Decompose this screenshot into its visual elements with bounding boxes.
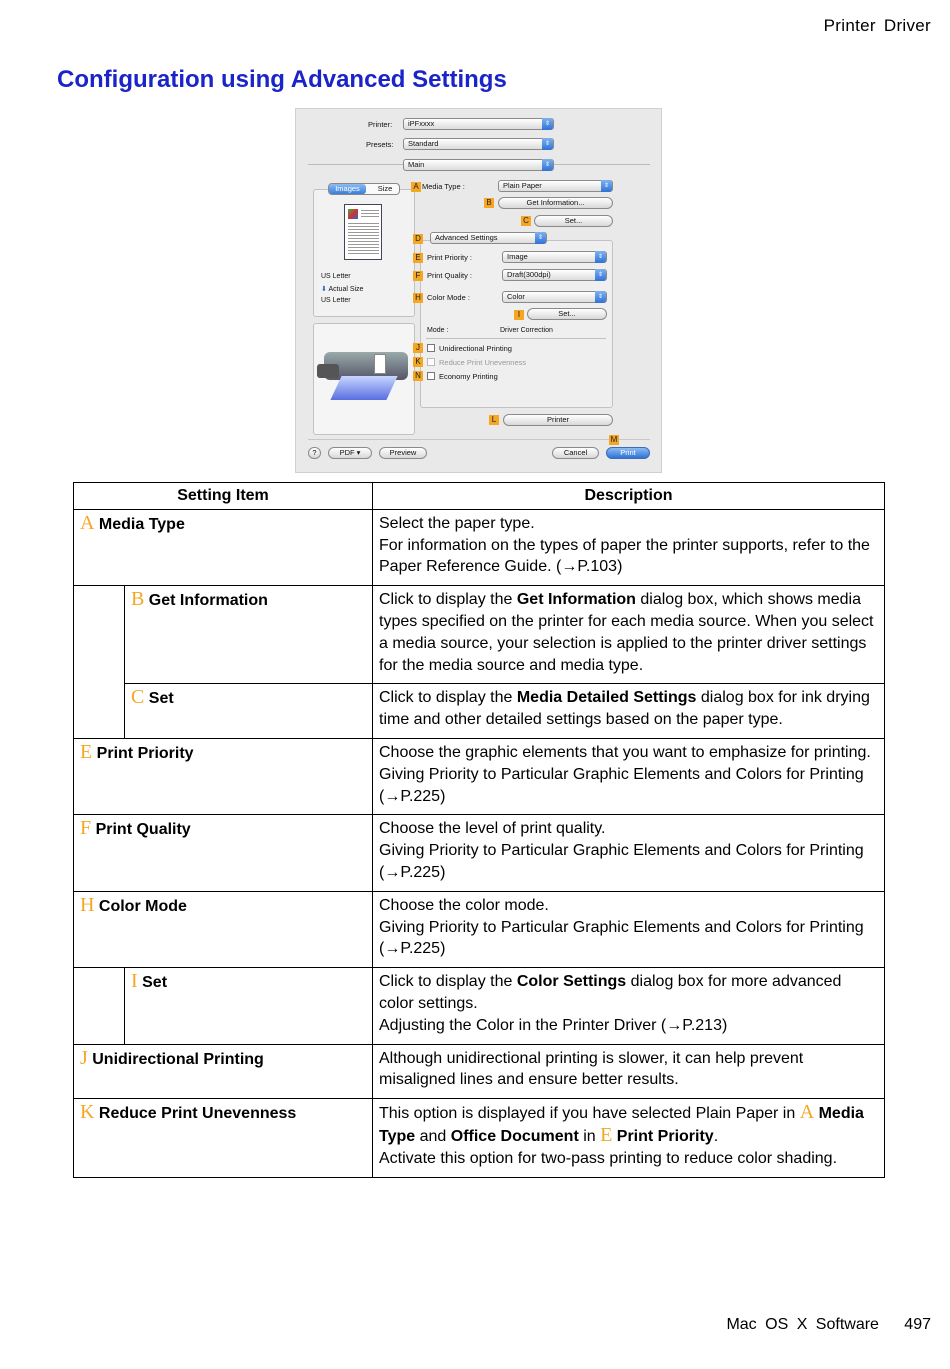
description-cell: Select the paper type. For information on the types of paper the printer supports, refer to the Paper Reference Guide. (→P.103) <box>373 509 885 585</box>
settings-mode-popup[interactable]: Advanced Settings ⇕ <box>430 232 547 244</box>
marker-n: N <box>413 371 423 381</box>
get-information-button[interactable]: Get Information... <box>498 197 613 209</box>
table-row <box>74 509 885 585</box>
table-row <box>74 968 885 1044</box>
marker-h: H <box>413 293 423 303</box>
setting-item-print-priority: E Print Priority <box>74 738 373 814</box>
economy-checkbox[interactable] <box>427 372 435 380</box>
color-mode-popup[interactable]: Color ⇕ <box>502 291 607 303</box>
description-cell: Click to display the Color Settings dialog box for more advanced color settings. Adjusting the Color in the Printer Driver (→P.213) <box>373 968 885 1044</box>
marker-m: M <box>610 435 618 444</box>
paper-sheet-icon <box>330 376 397 400</box>
marker-e: E <box>413 253 423 263</box>
setting-item-media-set: C Set <box>125 684 373 739</box>
media-set-button[interactable]: Set... <box>534 215 613 227</box>
table-row <box>74 738 885 814</box>
print-quality-label: Print Quality : <box>427 271 473 280</box>
printer-popup[interactable]: iPFxxxx ⇕ <box>403 118 554 130</box>
table-row <box>74 1044 885 1099</box>
image-thumbnail <box>348 209 358 219</box>
table-row <box>74 684 885 739</box>
chevron-updown-icon: ⇕ <box>542 159 553 171</box>
help-button[interactable]: ? <box>308 447 321 459</box>
chevron-updown-icon: ⇕ <box>595 291 606 303</box>
marker-b: B <box>484 198 494 208</box>
print-button[interactable]: Print <box>606 447 650 459</box>
table-row <box>74 1099 885 1177</box>
unidirectional-checkbox[interactable] <box>427 344 435 352</box>
table-row <box>74 891 885 967</box>
marker-i: I <box>514 310 524 320</box>
description-cell: Choose the graphic elements that you want to emphasize for printing. Giving Priority to Particular Graphic Elements and Colors for Printing (→P.225) <box>373 738 885 814</box>
running-head: Printer Driver <box>823 16 931 35</box>
page-footer <box>726 1316 931 1334</box>
footer-section: Mac OS X Software <box>726 1316 879 1333</box>
unidirectional-label: Unidirectional Printing <box>439 344 512 353</box>
chevron-updown-icon: ⇕ <box>595 269 606 281</box>
chevron-updown-icon: ⇕ <box>535 232 546 244</box>
setting-item-color-set: I Set <box>125 968 373 1044</box>
advanced-settings-pane <box>420 240 613 408</box>
marker-j: J <box>413 343 423 353</box>
setting-item-color-mode: H Color Mode <box>74 891 373 967</box>
marker-d: D <box>413 234 423 244</box>
printer-button[interactable]: Printer <box>503 414 613 426</box>
printer-image-pane <box>313 323 415 435</box>
chevron-updown-icon: ⇕ <box>601 180 612 192</box>
reduce-unevenness-checkbox[interactable] <box>427 358 435 366</box>
output-size-label: US Letter <box>321 297 351 304</box>
panel-popup[interactable]: Main ⇕ <box>403 159 554 171</box>
setting-item-reduce-unevenness: K Reduce Print Unevenness <box>74 1099 373 1177</box>
marker-k: K <box>413 357 423 367</box>
table-row <box>74 586 885 684</box>
print-quality-popup[interactable]: Draft(300dpi) ⇕ <box>502 269 607 281</box>
chevron-updown-icon: ⇕ <box>595 251 606 263</box>
scaling-label: ⬇ Actual Size <box>321 286 364 293</box>
paper-size-label: US Letter <box>321 273 351 280</box>
color-mode-label: Color Mode : <box>427 293 470 302</box>
print-priority-label: Print Priority : <box>427 253 473 262</box>
column-header-setting: Setting Item <box>74 483 373 510</box>
mode-value: Driver Correction <box>500 327 553 334</box>
marker-f: F <box>413 271 423 281</box>
preview-button[interactable]: Preview <box>379 447 427 459</box>
setting-item-unidirectional: J Unidirectional Printing <box>74 1044 373 1099</box>
print-priority-popup[interactable]: Image ⇕ <box>502 251 607 263</box>
column-header-description: Description <box>373 483 885 510</box>
print-dialog-screenshot <box>295 108 662 473</box>
description-cell: This option is displayed if you have selected Plain Paper in A Media Type and Office Document in E Print Priority. Activate this option for two-pass printing to reduce color shading. <box>373 1099 885 1177</box>
settings-table <box>73 482 885 1178</box>
indent-cell <box>74 968 125 1044</box>
description-cell: Choose the color mode. Giving Priority to Particular Graphic Elements and Colors for Printing (→P.225) <box>373 891 885 967</box>
chevron-updown-icon: ⇕ <box>542 138 553 150</box>
color-set-button[interactable]: Set... <box>527 308 607 320</box>
divider <box>308 439 650 440</box>
printer-label: Printer: <box>368 120 393 129</box>
setting-item-print-quality: F Print Quality <box>74 815 373 891</box>
mode-label: Mode : <box>427 327 449 334</box>
marker-a: A <box>411 182 421 192</box>
page-title: Configuration using Advanced Settings <box>57 66 507 93</box>
chevron-updown-icon: ⇕ <box>542 118 553 130</box>
cancel-button[interactable]: Cancel <box>552 447 599 459</box>
page-number: 497 <box>904 1316 931 1333</box>
page-preview-icon <box>344 204 382 260</box>
tab-size[interactable]: Size <box>377 184 393 193</box>
marker-c: C <box>521 216 531 226</box>
marker-l: L <box>489 415 499 425</box>
setting-item-media-type: A Media Type <box>74 509 373 585</box>
tab-images[interactable]: Images <box>329 184 366 194</box>
description-cell: Although unidirectional printing is slower, it can help prevent misaligned lines and ensure better results. <box>373 1044 885 1099</box>
presets-label: Presets: <box>366 140 394 149</box>
indent-cell <box>74 586 125 739</box>
arrow-down-icon: ⬇ <box>321 286 327 293</box>
presets-popup[interactable]: Standard ⇕ <box>403 138 554 150</box>
description-cell: Choose the level of print quality. Giving Priority to Particular Graphic Elements and Colors for Printing (→P.225) <box>373 815 885 891</box>
media-type-label: Media Type : <box>422 182 465 191</box>
table-row <box>74 815 885 891</box>
media-type-popup[interactable]: Plain Paper ⇕ <box>498 180 613 192</box>
description-cell: Click to display the Get Information dialog box, which shows media types specified on the printer for each media source. When you select a media source, your selection is applied to the printer driver settings for the media source and media type. <box>373 586 885 684</box>
description-cell: Click to display the Media Detailed Settings dialog box for ink drying time and other detailed settings based on the paper type. <box>373 684 885 739</box>
table-header-row <box>74 483 885 510</box>
setting-item-get-information: B Get Information <box>125 586 373 684</box>
reduce-unevenness-label: Reduce Print Unevenness <box>439 358 527 367</box>
pdf-button[interactable]: PDF ▾ <box>328 447 372 459</box>
economy-label: Economy Printing <box>439 372 498 381</box>
divider <box>426 338 606 339</box>
